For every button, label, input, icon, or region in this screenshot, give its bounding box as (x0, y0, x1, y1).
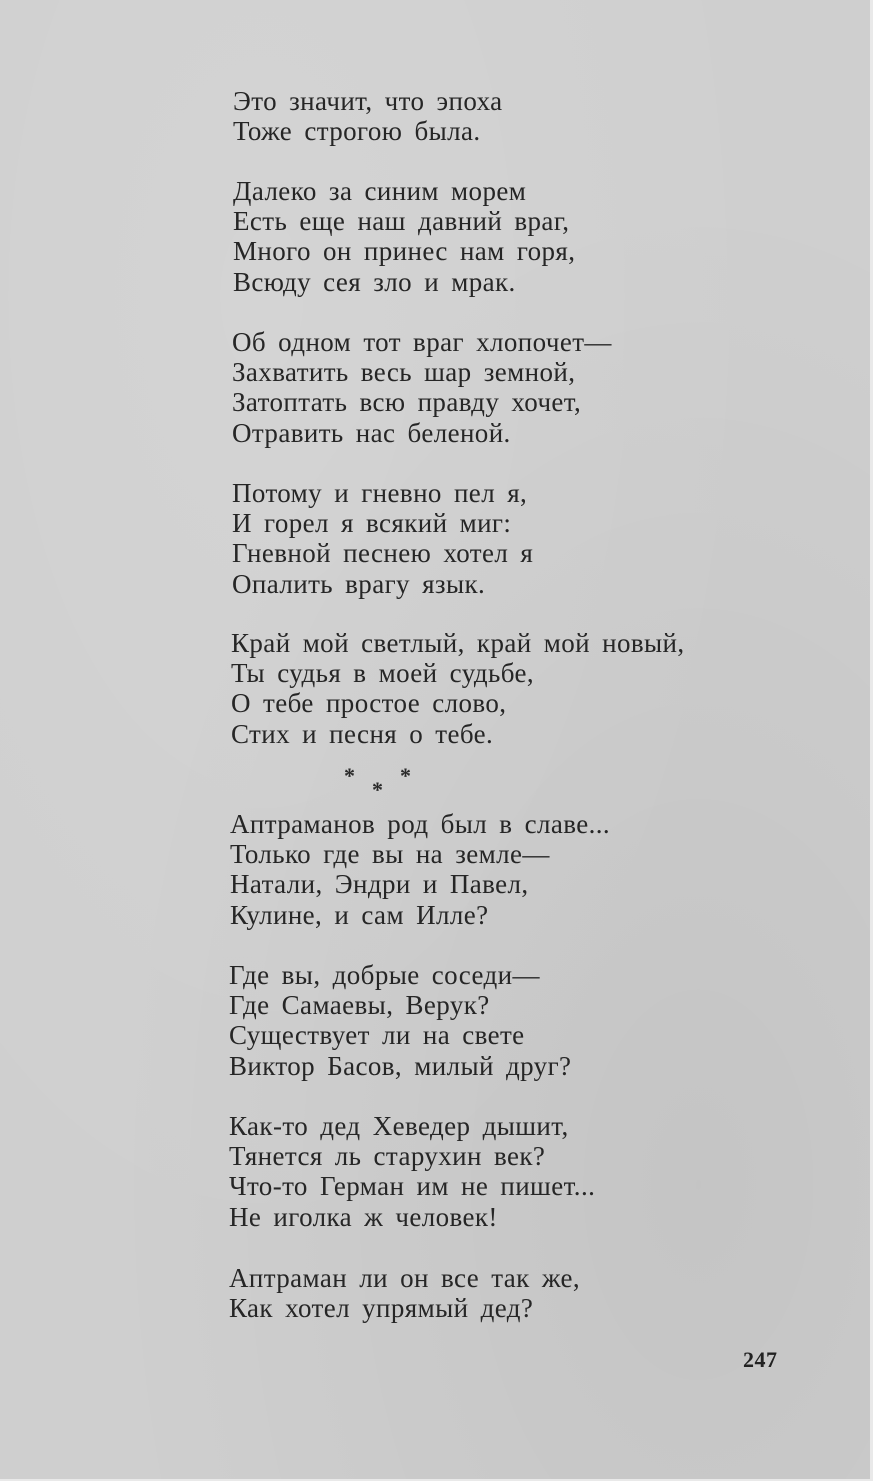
stanza (229, 1111, 595, 1232)
poem-line: Захватить весь шар земной, (232, 357, 576, 388)
poem-line: Край мой светлый, край мой новый, (231, 628, 685, 658)
poem-line: Ты судья в моей судьбе, (231, 658, 535, 689)
page-number: 247 (743, 1347, 778, 1372)
poem-line: Опалить врагу язык. (232, 568, 486, 599)
stanza (232, 478, 533, 599)
section-break-asterism (340, 763, 420, 803)
poem-line: Аптраман ли он все так же, (229, 1263, 581, 1293)
poem-line: Кулине, и сам Илле? (230, 899, 489, 930)
poem-line: Тоже строгою была. (233, 116, 481, 147)
poem-line: Всюду сея зло и мрак. (233, 266, 516, 297)
poem-line: Как-то дед Хеведер дышит, (229, 1111, 569, 1141)
poem-line: Есть еще наш давний враг, (233, 206, 570, 237)
stanza (229, 960, 571, 1081)
poem-line: Где вы, добрые соседи— (229, 960, 540, 990)
poem-line: Что-то Герман им не пишет... (229, 1171, 596, 1202)
poem-line: Далеко за синим морем (233, 176, 527, 206)
stanza (231, 628, 685, 749)
poem-line: Это значит, что эпоха (233, 86, 503, 116)
asterisk-icon: * (344, 763, 355, 788)
stanza (233, 86, 503, 146)
poem-line: Как хотел упрямый дед? (229, 1293, 534, 1324)
poem-line: Виктор Басов, милый друг? (229, 1050, 572, 1081)
poem-line: Отравить нас беленой. (232, 417, 511, 448)
poem-line: И горел я всякий миг: (232, 508, 512, 539)
poem-line: Существует ли на свете (229, 1020, 525, 1051)
poem-line: Не иголка ж человек! (229, 1201, 498, 1232)
poem-line: Натали, Эндри и Павел, (230, 869, 529, 900)
poem-line: Потому и гневно пел я, (232, 478, 528, 508)
stanza (229, 1263, 580, 1323)
poem-line: Много он принес нам горя, (233, 236, 576, 267)
poem-line: Об одном тот враг хлопочет— (232, 327, 612, 357)
poem-line: Затоптать всю правду хочет, (232, 387, 582, 418)
poem-line: Только где вы на земле— (230, 839, 550, 870)
poem-line: Стих и песня о тебе. (231, 718, 494, 749)
asterisk-icon: * (372, 777, 383, 802)
stanza (230, 809, 610, 930)
poem-line: Где Самаевы, Верук? (229, 990, 490, 1021)
poem-line: Тянется ль старухин век? (229, 1141, 546, 1172)
stanza (233, 176, 575, 297)
poem-line: Гневной песнею хотел я (232, 538, 534, 569)
poem-line: Аптраманов род был в славе... (230, 809, 611, 839)
stanza (232, 327, 612, 448)
poem-line: О тебе простое слово, (231, 688, 507, 719)
asterisk-icon: * (400, 763, 411, 788)
